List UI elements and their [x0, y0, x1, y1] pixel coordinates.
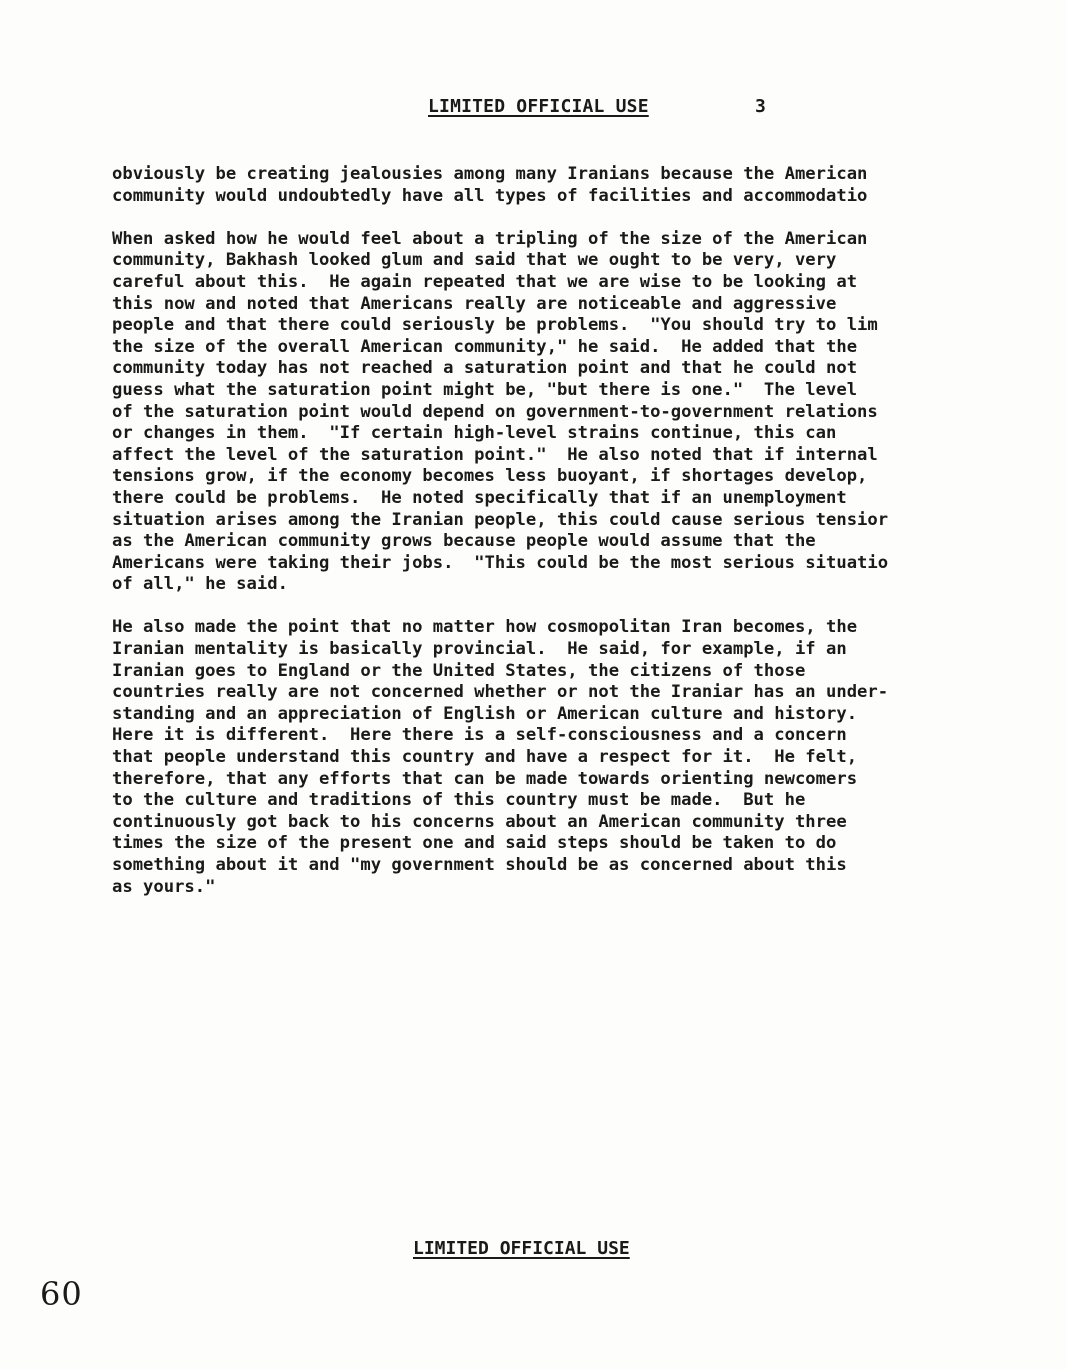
- paragraph-1: obviously be creating jealousies among many Iranians because the American community would undoubtedly have all types of facilities and accommodatio: [112, 164, 868, 206]
- body-text: [112, 164, 942, 920]
- header-classification: LIMITED OFFICIAL USE: [428, 96, 649, 117]
- footer-classification: LIMITED OFFICIAL USE: [413, 1238, 630, 1259]
- page-header: [428, 96, 767, 117]
- paragraph-2: When asked how he would feel about a tripling of the size of the American community, Bakhash looked glum and said that we ought to be very, very careful about this. He again repeated that we are wise to be looking at this now and noted that Americans really are noticeable and aggressive people and that there could seriously be problems. "You should try to lim the size of the overall American community," he said. He added that the community today has not reached a saturation point and that he could not guess what the saturation point might be, "but there is one." The level of the saturation point would depend on government-to-government relations or changes in them. "If certain high-level strains continue, this can affect the level of the saturation point." He also noted that if internal tensions grow, if the economy becomes less buoyant, if shortages develop, there could be problems. He noted specifically that if an unemployment situation arises among the Iranian people, this could cause serious tensior as the American community grows because people would assume that the Americans were taking their jobs. "This could be the most serious situatio of all," he said.: [112, 228, 889, 595]
- paragraph-3: He also made the point that no matter how cosmopolitan Iran becomes, the Iranian mentality is basically provincial. He said, for example, if an Iranian goes to England or the United States, the citizens of those countries really are not concerned whether or not the Iraniar has an under- standing and an appreciation of English or American culture and history. Here it is different. Here there is a self-consciousness and a concern that people understand this country and have a respect for it. He felt, therefore, that any efforts that can be made towards orienting newcomers to the culture and traditions of this country must be made. But he continuously got back to his concerns about an American community three times the size of the present one and said steps should be taken to do something about it and "my government should be as concerned about this as yours.": [112, 617, 889, 897]
- folio-number: 60: [40, 1275, 83, 1313]
- page-number: 3: [755, 96, 767, 117]
